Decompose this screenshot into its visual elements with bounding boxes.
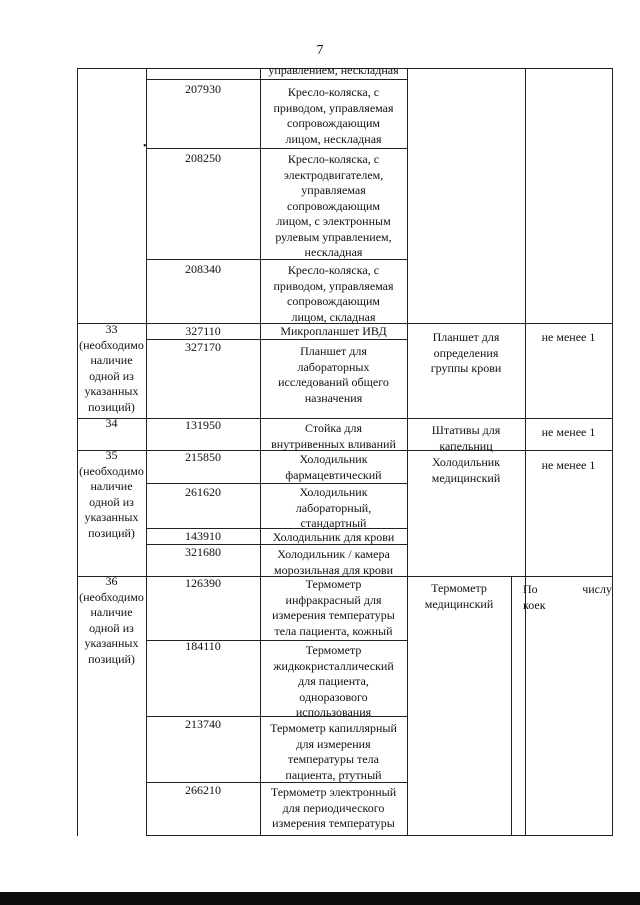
name-cell: Микропланшет ИВД: [280, 324, 387, 338]
code-cell: 266210: [185, 783, 221, 797]
name-cell: Холодильник / камера морозильная для крови: [273, 547, 393, 577]
quantity-cell-part: коек: [523, 598, 546, 612]
name-cell: Термометр жидкокристаллический для пациента, одноразового использования: [273, 643, 394, 719]
code-cell: 184110: [185, 639, 221, 653]
col-separator-quantity-36: [511, 576, 512, 836]
name-cell: Кресло-коляска, с приводом, управляемая сопровождающим лицом, нескладная: [273, 85, 394, 146]
code-cell: 213740: [185, 717, 221, 731]
scan-edge-bar: [0, 892, 640, 905]
row-line: [146, 148, 407, 149]
quantity-cell-part: По: [523, 582, 538, 596]
code-cell: 143910: [185, 529, 221, 543]
col-separator-type: [525, 68, 526, 836]
name-cell: Термометр электронный для периодического измерения температуры: [270, 785, 397, 830]
name-cell: Холодильник лабораторный, стандартный: [295, 485, 372, 530]
quantity-cell: не менее 1: [541, 425, 596, 439]
group-number-cell: 34: [105, 416, 118, 430]
group-number-cell: 33 (необходимо наличие одной из указанных позиций): [79, 322, 144, 414]
name-cell: Термометр капиллярный для измерения температуры тела пациента, ртутный: [270, 721, 397, 782]
code-cell: 208250: [185, 151, 221, 165]
group-number-cell: 35 (необходимо наличие одной из указанных позиций): [79, 448, 144, 540]
name-cell: управлением, нескладная: [268, 63, 399, 77]
quantity-cell: не менее 1: [541, 330, 596, 344]
code-cell: 261620: [185, 485, 221, 499]
equipment-type-cell: Планшет для определения группы крови: [430, 330, 502, 375]
name-cell: Холодильник фармацевтический: [285, 452, 382, 482]
quantity-cell: не менее 1: [541, 458, 596, 472]
code-cell: 321680: [185, 545, 221, 559]
equipment-table: [77, 63, 612, 836]
name-cell: Холодильник для крови: [272, 530, 395, 544]
row-line: [146, 483, 407, 484]
group-number-cell: 36 (необходимо наличие одной из указанных позиций): [79, 574, 144, 666]
code-cell: 126390: [185, 576, 221, 590]
quantity-cell-part: числу: [582, 582, 612, 596]
name-cell: Термометр инфракрасный для измерения температуры тела пациента, кожный: [272, 577, 395, 638]
scan-mark: •: [143, 141, 147, 152]
table-border-right: [612, 68, 613, 836]
equipment-type-cell: Термометр медицинский: [424, 581, 494, 611]
table-border-bottom: [146, 835, 612, 836]
code-cell: 207930: [185, 82, 221, 96]
name-cell: Кресло-коляска, с электродвигателем, управляемая сопровождающим лицом, с электронным рулевым управлением, нескладная: [275, 152, 392, 259]
equipment-type-cell: Холодильник медицинский: [431, 455, 501, 485]
code-cell: 208340: [185, 262, 221, 276]
page-number: 7: [316, 43, 324, 58]
name-cell: Стойка для внутривенных вливаний: [271, 421, 396, 451]
equipment-type-cell: Штативы для капельниц: [431, 423, 501, 453]
code-cell: 215850: [185, 450, 221, 464]
code-cell: 327170: [185, 340, 221, 354]
name-cell: Планшет для лабораторных исследований общего назначения: [278, 344, 389, 405]
code-cell: 327110: [185, 324, 221, 338]
name-cell: Кресло-коляска, с приводом, управляемая сопровождающим лицом, складная: [273, 263, 394, 324]
row-line: [146, 79, 407, 80]
code-cell: 131950: [185, 418, 221, 432]
